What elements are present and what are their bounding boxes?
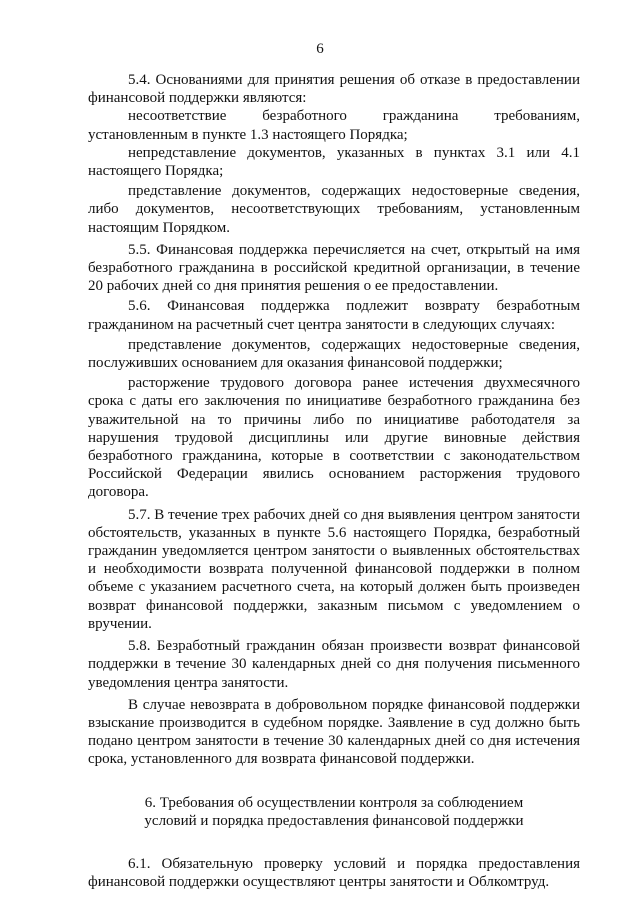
paragraph-5-6: 5.6. Финансовая поддержка подлежит возврату безработным гражданином на расчетный счет центра занятости в следующих случаях: [88, 298, 580, 333]
paragraph-court-recovery: В случае невозврата в добровольном порядке финансовой поддержки взыскание производится в судебном порядке. Заявление в суд должно быть подано центром занятости в течение 30 календарных дней со дня истечения срока, установленного для возврата финансовой поддержки. [88, 696, 580, 768]
paragraph-5-5: 5.5. Финансовая поддержка перечисляется на счет, открытый на имя безработного гражданина в российской кредитной организации, в течение 20 рабочих дней со дня принятия решения о ее предоставлении. [88, 241, 580, 295]
paragraph-contract-termination: расторжение трудового договора ранее истечения двухмесячного срока с даты его заключения по инициативе безработного гражданина без уважительной на то причины либо по инициативе работодателя за нарушения трудовой дисциплины или другие виновные действия безработного гражданина, которые в соответствии с законодательством Российской Федерации явились основанием расторжения трудового договора. [88, 375, 580, 501]
document-body [88, 71, 580, 891]
page-number: 6 [316, 41, 324, 57]
paragraph-false-documents: представление документов, содержащих недостоверные сведения, либо документов, несоответствующих требованиям, установленным настоящим Порядком. [88, 183, 580, 236]
paragraph-6-1: 6.1. Обязательную проверку условий и порядка предоставления финансовой поддержки осуществляют центры занятости и Облкомтруд. [88, 855, 580, 891]
paragraph-5-8: 5.8. Безработный гражданин обязан произвести возврат финансовой поддержки в течение 30 календарных дней со дня получения письменного уведомления центра занятости. [88, 638, 580, 691]
paragraph-nonsubmission: непредставление документов, указанных в пунктах 3.1 или 4.1 настоящего Порядка; [88, 144, 580, 180]
section-heading: 6. Требования об осуществлении контроля за соблюдением условий и порядка предоставления финансовой поддержки [144, 794, 524, 829]
paragraph-nonconformity: несоответствие безработного гражданина требованиям, установленным в пункте 1.3 настоящего Порядка; [88, 108, 580, 143]
paragraph-5-7: 5.7. В течение трех рабочих дней со дня выявления центром занятости обстоятельств, указанных в пункте 5.6 настоящего Порядка, безработный гражданин уведомляется центром занятости о выявленных обстоятельствах и необходимости возврата полученной финансовой поддержки в полном объеме с указанием расчетного счета, на который должен быть произведен возврат финансовой поддержки, заказным письмом с уведомлением о вручении. [88, 506, 580, 632]
paragraph-false-info-return: представление документов, содержащих недостоверные сведения, послуживших основанием для оказания финансовой поддержки; [88, 336, 580, 372]
paragraph-5-4: 5.4. Основаниями для принятия решения об отказе в предоставлении финансовой поддержки являются: [88, 72, 580, 107]
